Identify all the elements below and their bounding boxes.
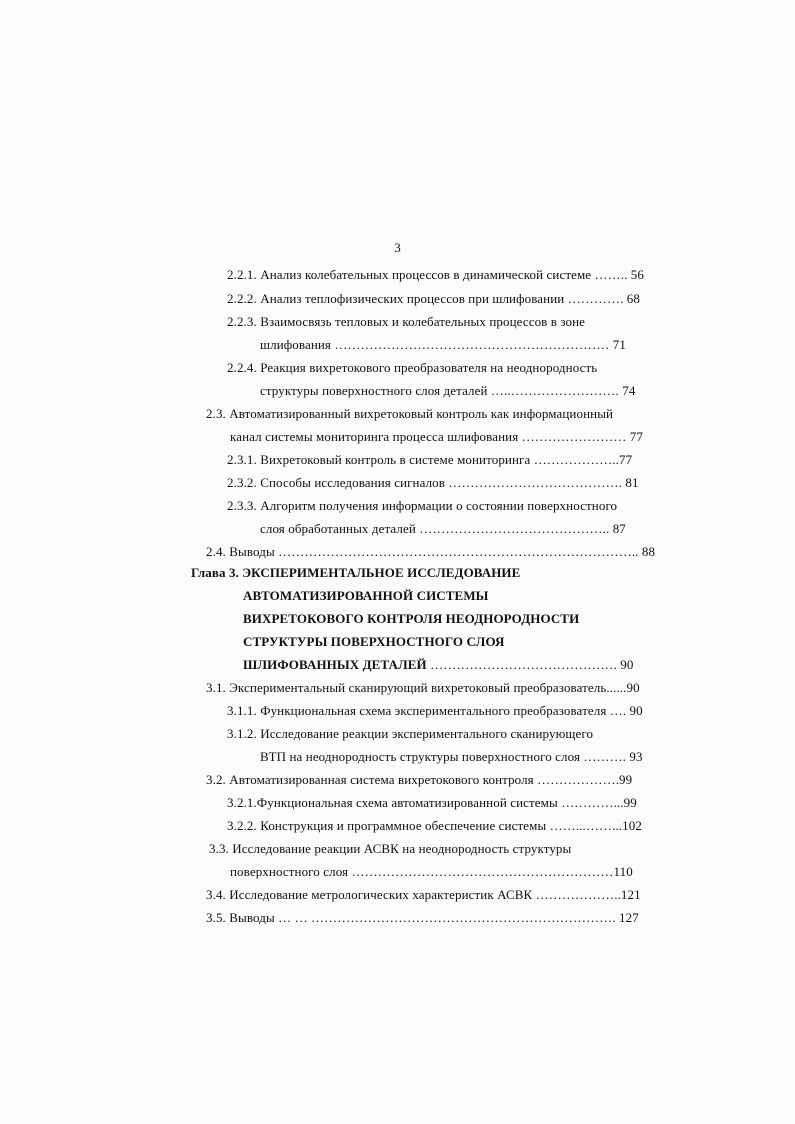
toc-entry-2-2-4: 2.2.4. Реакция вихретокового преобразователя на неоднородность: [227, 360, 598, 375]
toc-entry-2-3-3-cont: слоя обработанных деталей …………………………………….. 87: [260, 521, 626, 536]
toc-entry-3-1-2: 3.1.2. Исследование реакции экспериментального сканирующего: [227, 726, 594, 741]
toc-entry-2-2-4-cont: структуры поверхностного слоя деталей …..……………………. 74: [260, 383, 636, 398]
toc-entry-2-3-3: 2.3.3. Алгоритм получения информации о состоянии поверхностного: [227, 498, 618, 513]
toc-entry-2-2-3: 2.2.3. Взаимосвязь тепловых и колебательных процессов в зоне: [227, 314, 586, 329]
chapter-3-heading: Глава 3. ЭКСПЕРИМЕНТАЛЬНОЕ ИССЛЕДОВАНИЕ: [191, 565, 521, 580]
toc-entry-2-3-2: 2.3.2. Способы исследования сигналов …………………………………. 81: [227, 475, 639, 490]
toc-entry-2-4: 2.4. Выводы ……………………………………………………………………….. 88: [206, 544, 656, 559]
toc-entry-3-4: 3.4. Исследование метрологических характеристик АСВК ………………..121: [206, 887, 641, 902]
toc-entry-2-2-3-cont: шлифования ……………………………………………………… 71: [260, 337, 627, 352]
toc-entry-2-2-2: 2.2.2. Анализ теплофизических процессов при шлифовании …………. 68: [227, 291, 640, 306]
page-number: 3: [394, 240, 401, 255]
chapter-3-page-ref: ……………………………………. 90: [426, 657, 634, 672]
toc-entry-3-1-2-cont: ВТП на неоднородность структуры поверхностного слоя ………. 93: [260, 749, 643, 764]
toc-entry-3-2-1: 3.2.1.Функциональная схема автоматизированной системы …………...99: [227, 795, 637, 810]
toc-entry-3-1-1: 3.1.1. Функциональная схема экспериментального преобразователя …. 90: [227, 703, 643, 718]
toc-entry-2-3-cont: канал системы мониторинга процесса шлифования …………………… 77: [230, 429, 643, 444]
toc-entry-3-2: 3.2. Автоматизированная система вихретокового контроля ……………….99: [206, 772, 633, 787]
chapter-3-heading-line-5: [243, 657, 633, 673]
chapter-3-heading-last-words: ШЛИФОВАННЫХ ДЕТАЛЕЙ: [243, 657, 427, 672]
toc-entry-3-2-2: 3.2.2. Конструкция и программное обеспечение системы ……...……...102: [227, 818, 642, 833]
toc-entry-3-5: 3.5. Выводы … … ……………………………………………………………. 127: [206, 910, 639, 925]
chapter-3-heading-line-2: АВТОМАТИЗИРОВАННОЙ СИСТЕМЫ: [243, 588, 489, 603]
toc-entry-2-3-1: 2.3.1. Вихретоковый контроль в системе мониторинга ………………..77: [227, 452, 633, 467]
toc-entry-3-3-cont: поверхностного слоя ……………………………………………………110: [230, 864, 633, 879]
toc-entry-2-3: 2.3. Автоматизированный вихретоковый контроль как информационный: [206, 406, 614, 421]
chapter-3-heading-line-4: СТРУКТУРЫ ПОВЕРХНОСТНОГО СЛОЯ: [243, 634, 505, 649]
toc-entry-3-1: 3.1. Экспериментальный сканирующий вихретоковый преобразователь......90: [206, 680, 640, 695]
toc-entry-3-3: 3.3. Исследование реакции АСВК на неоднородность структуры: [209, 841, 572, 856]
toc-entry-2-2-1: 2.2.1. Анализ колебательных процессов в динамической системе …….. 56: [227, 267, 644, 282]
chapter-3-heading-line-3: ВИХРЕТОКОВОГО КОНТРОЛЯ НЕОДНОРОДНОСТИ: [243, 611, 580, 626]
